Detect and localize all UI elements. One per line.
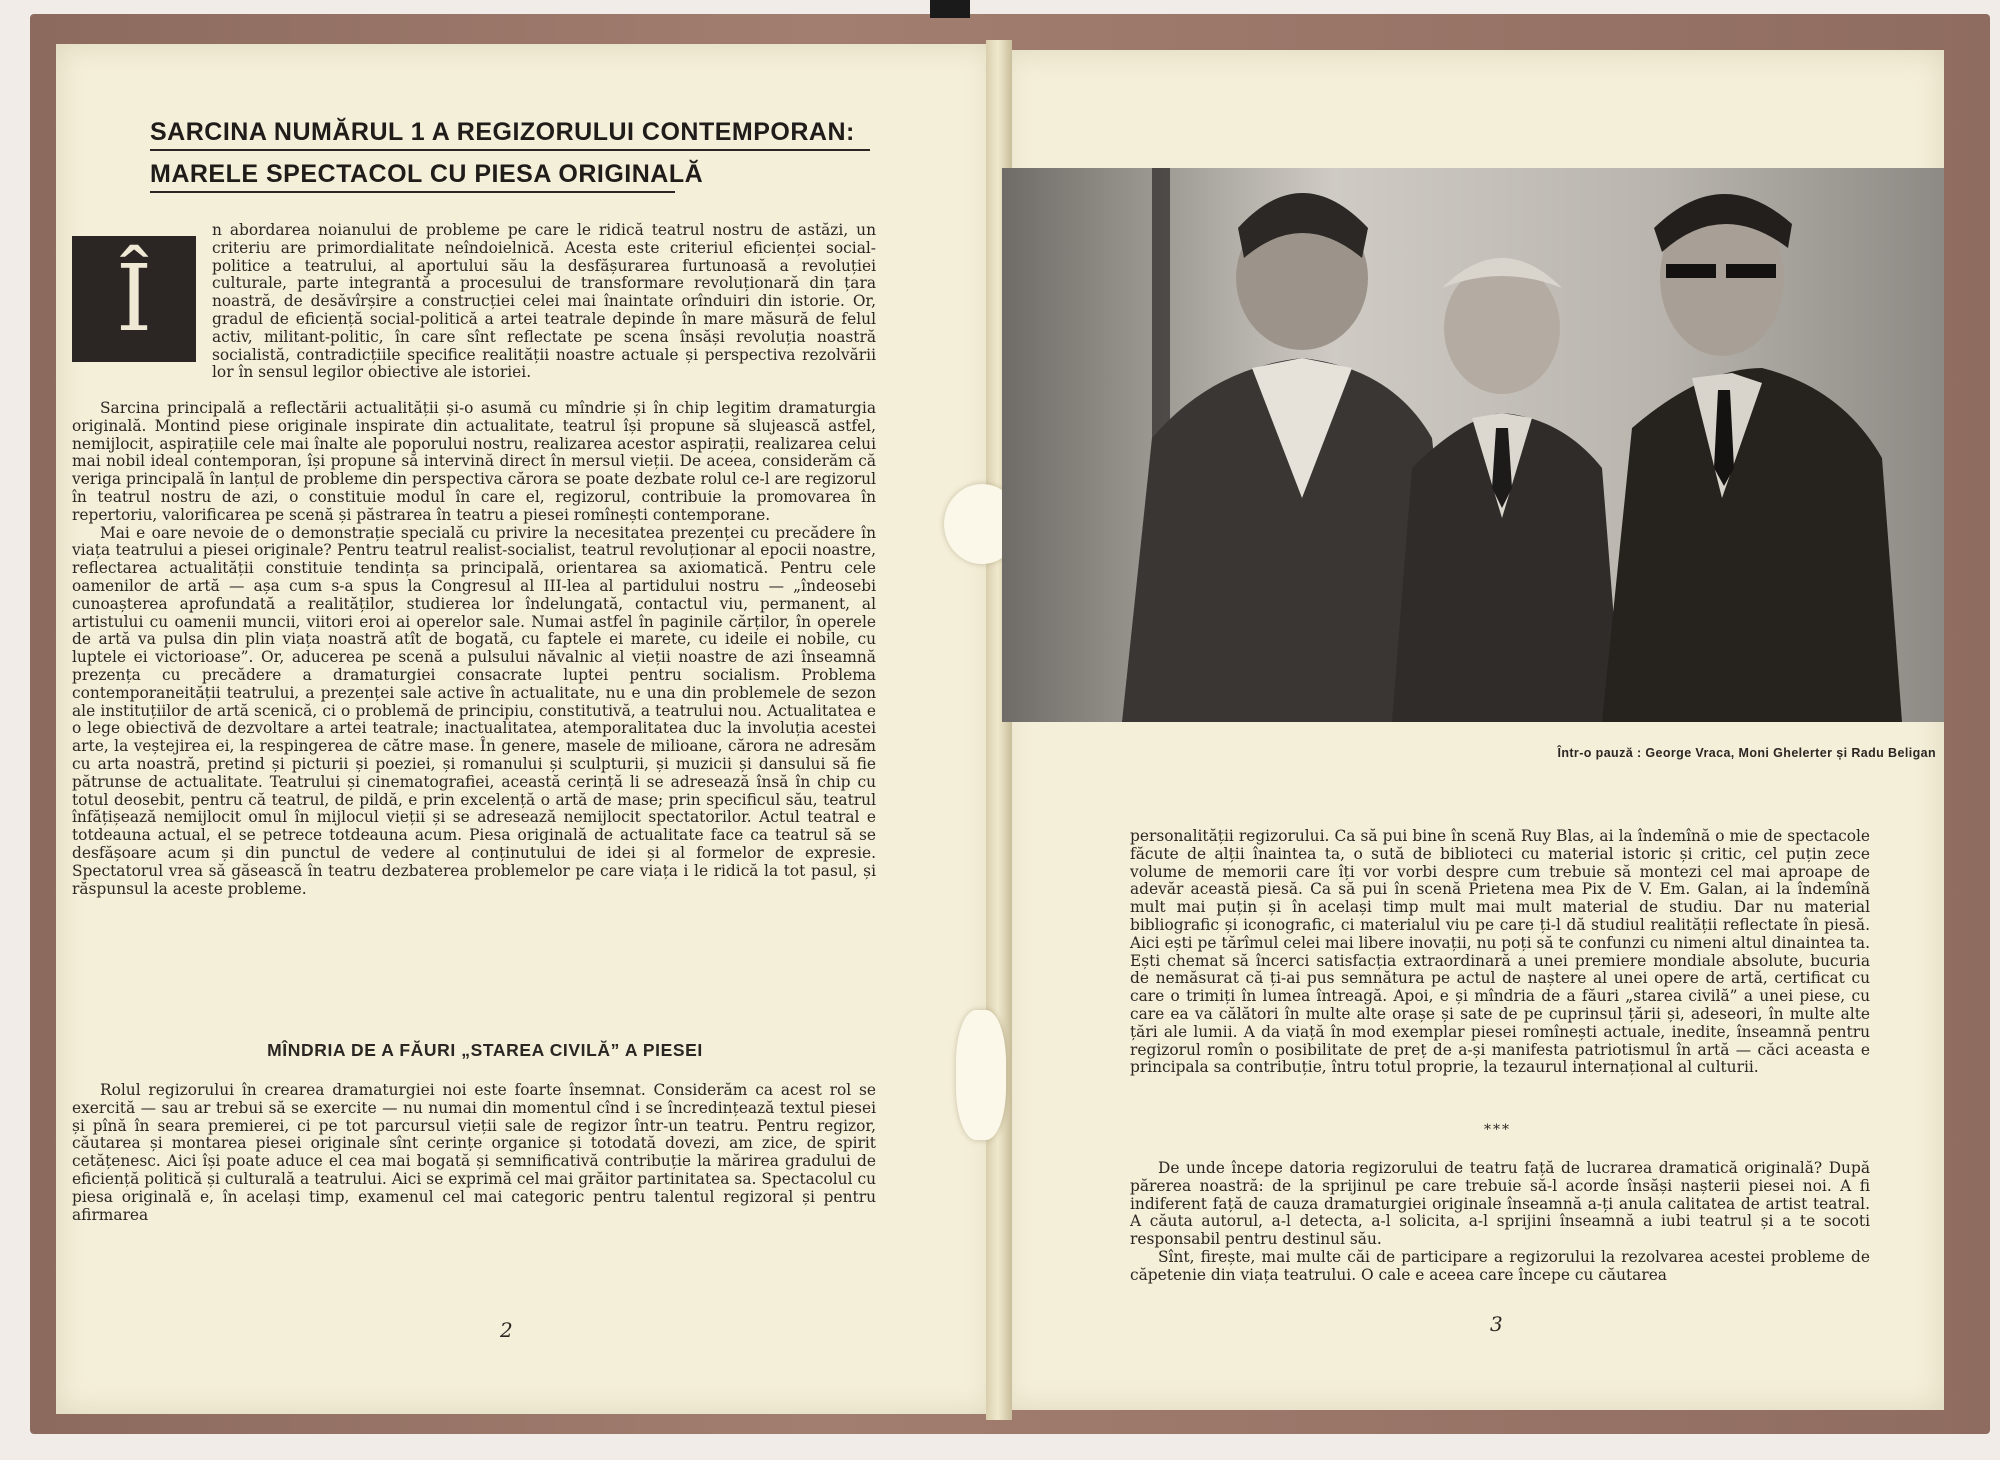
section-separator: *** bbox=[1484, 1122, 1511, 1138]
intro-paragraph bbox=[212, 222, 876, 382]
paragraph: De unde începe datoria regizorului de teatru față de lucrarea dramatică originală? După părerea noastră: de la sprijinul pe care trebuie să-l acorde însăși nașterii piesei noi. A fi indiferent față de cauza dramaturgiei originale înseamnă a-ți anula calitatea de artist teatral. A căuta autorul, a-l detecta, a-l solicita, a-l sprijini înseamnă a iubi teatrul și a te socoti responsabil pentru destinul său. bbox=[1130, 1159, 1870, 1249]
bookmark-tab bbox=[930, 0, 970, 18]
right-top-column bbox=[1130, 828, 1870, 1077]
page-number-left: 2 bbox=[500, 1318, 513, 1342]
paragraph: Sarcina principală a reflectării actualității și-o asumă cu mîndrie și în chip legitim dramaturgia originală. Montind piese originale inspirate din actualitate, teatrul își propune să slujească astfel, nemijlocit, aspirațiile cele mai înalte ale poporului nostru, realizarea acestor aspirații, realizarea celui mai nobil ideal contemporan, își propune să intervină direct în mersul vieții. De aceea, considerăm că veriga principală în lanțul de probleme din perspectiva cărora se poate dezbate rolul ce-l are regizorul în teatrul nostru de azi, o constituie modul în care el, regizorul, contribuie la promovarea în repertoriu, valorificarea pe scenă și păstrarea în teatru a piesei romînești contemporane. bbox=[72, 399, 876, 524]
photo-caption: Într-o pauză : George Vraca, Moni Ghelerter și Radu Beligan bbox=[1557, 746, 1936, 760]
page-number-right: 3 bbox=[1490, 1312, 1503, 1336]
article-title-line-2: MARELE SPECTACOL CU PIESA ORIGINALĂ bbox=[150, 160, 675, 193]
paragraph: Rolul regizorului în crearea dramaturgiei noi este foarte însemnat. Considerăm ca acest rol se exercită — sau ar trebui să se exercite — nu numai din momentul cînd i se încredințează textul piesei și pînă în seara premierei, ci pe tot parcursul vieții sale de regizor într-un teatru. Pentru regizor, căutarea și montarea piesei originale sînt cerințe organice și totodată dovezi, am zice, de spirit cetățenesc. Aici își poate aduce el cea mai bogată și semnificativă contribuție la mărirea gradului de eficiență politică și culturală a teatrului. Aici se exprimă cel mai grăitor partinitatea sa. Spectacolul cu piesa originală e, în același timp, examenul cel mai categoric pentru talentul regizoral și pentru afirmarea bbox=[72, 1081, 876, 1224]
paragraph: Mai e oare nevoie de o demonstrație specială cu privire la necesitatea prezenței cu precădere în viața teatrului a piesei originale? Pentru teatrul realist-socialist, teatrul revoluționar al epocii noastre, reflectarea actualității constituie tendința sa principală, orientarea sa axiomatică. Pentru cele oamenilor de artă — așa cum s-a spus la Congresul al III-lea al partidului nostru — „îndeosebi cunoașterea aprofundată a realităților, studierea lor îndelungată, contactul viu, permanent, al artistului cu oamenii muncii, viitori eroi ai operelor sale. Numai astfel în paginile cărților, în operele de artă va pulsa din plin viața noastră atît de bogată, cu faptele ei marete, cu ideile ei nobile, cu luptele ei victorioase”. Or, aducerea pe scenă a pulsului năvalnic al vieții noastre de azi înseamnă prezența cu precădere a dramaturgiei consacrate luptei pentru socialism. Problema contemporaneității teatrului, a prezenței sale active în actualitate, nu e una din problemele de sezon ale instituțiilor de artă scenică, ci o problemă de principiu, constitutivă, a teatrului nou. Actualitatea e o lege obiectivă de dezvoltare a artei teatrale; inactualitatea, atemporalitatea duc la involuția acestei arte, la veștejirea ei, la respingerea de către mase. În genere, masele de milioane, cărora ne adresăm cu arta noastră, pretind și picturii și poeziei, și romanului și sculpturii, și muzicii și dansului să fie pătrunse de actualitate. Teatrului și cinematografiei, această cerință li se adresează însă în chip cu totul deosebit, pentru că teatrul, de pildă, e prin excelență o artă de mase; prin specificul său, teatrul înfățișează nemijlocit omul în mijlocul vieții și se adresează nemijlocit spectatorilor. Actul teatral e totdeauna actual, el se petrece totdeauna acum. Piesa originală de actualitate face ca teatrul să se desfășoare acum și din punctul de vedere al conținutului de idei și al formelor de expresie. Spectatorul vrea să găsească în teatru dezbaterea problemelor pe care viața i le ridică la tot pasul, și răspunsul la aceste probleme. bbox=[72, 523, 876, 898]
paragraph: personalității regizorului. Ca să pui bine în scenă Ruy Blas, ai la îndemînă o mie de spectacole făcute de alții înaintea ta, o sută de biblioteci cu material istoric și critic, cel puțin zece volume de memorii care îți vor vorbi despre cum trebuie să montezi cel mai aproape de adevăr această piesă. Ca să pui în scenă Prietena mea Pix de V. Em. Galan, ai la îndemînă mult mai puțin și în același timp mult mai mult material de studiu. Dar nu material bibliografic și iconografic, ci materialul viu pe care ți-l dă studiul realității reflectate în piesă. Aici ești pe tărîmul celei mai libere inovații, nu poți să te confunzi cu nimeni altul dinaintea ta. Ești chemat să încerci satisfacția extraordinară a unei premiere mondiale absolute, bucuria de nemăsurat că ți-ai pus semnătura pe actul de naștere al unei opere de artă, certificat cu care o trimiți în lumea întreagă. Apoi, e și mîndria de a făuri „starea civilă” a unei piese, cu care ea va călători în multe alte orașe și sate de pe cuprinsul țării și, adeseori, în multe alte țări ale lumii. A da viață în mod exemplar piesei romînești actuale, inedite, înseamnă pentru regizorul romîn o posibilitate de preț de a-și manifesta patriotismul în artă — căci aceasta e principala sa contribuție, întru totul proprie, la tezaurul internațional al culturii. bbox=[1130, 827, 1870, 1077]
photograph-illustration bbox=[1002, 168, 1944, 722]
paragraph: Sînt, firește, mai multe căi de participare a regizorului la rezolvarea acestei probleme de căpetenie din viața teatrului. O cale e aceea care începe cu căutarea bbox=[1130, 1247, 1870, 1284]
photograph bbox=[1002, 168, 1944, 722]
intro-paragraph-text: n abordarea noianului de probleme pe care le ridică teatrul nostru de astăzi, un criteriu are primordialitate neîndoielnică. Acesta este criteriul eficienței social-politice a teatrului, al aportului său la desfășurarea furtunoasă a revoluției culturale, parte integrantă a procesului de transformare revoluționară din țara noastră, de desăvîrșire a construcției celei mai înaintate orînduiri din istorie. Or, gradul de eficiență social-politică a artei teatrale depinde în mare măsură de felul activ, militant-politic, în care sînt reflectate pe scena însăși revoluția noastră socialistă, contradicțiile specifice realității noastre actuale și perspectiva rezolvării lor în sensul legilor obiective ale istoriei. bbox=[212, 221, 876, 382]
drop-cap: Î bbox=[72, 236, 196, 362]
paper-wear-mark bbox=[956, 1010, 1006, 1140]
right-bottom-column bbox=[1130, 1160, 1870, 1285]
left-main-column bbox=[72, 400, 876, 898]
section-subheading: MÎNDRIA DE A FĂURI „STAREA CIVILĂ” A PIESEI bbox=[267, 1040, 703, 1060]
article-title-line-1: SARCINA NUMĂRUL 1 A REGIZORULUI CONTEMPORAN: bbox=[150, 118, 870, 151]
left-section-2-column bbox=[72, 1082, 876, 1224]
